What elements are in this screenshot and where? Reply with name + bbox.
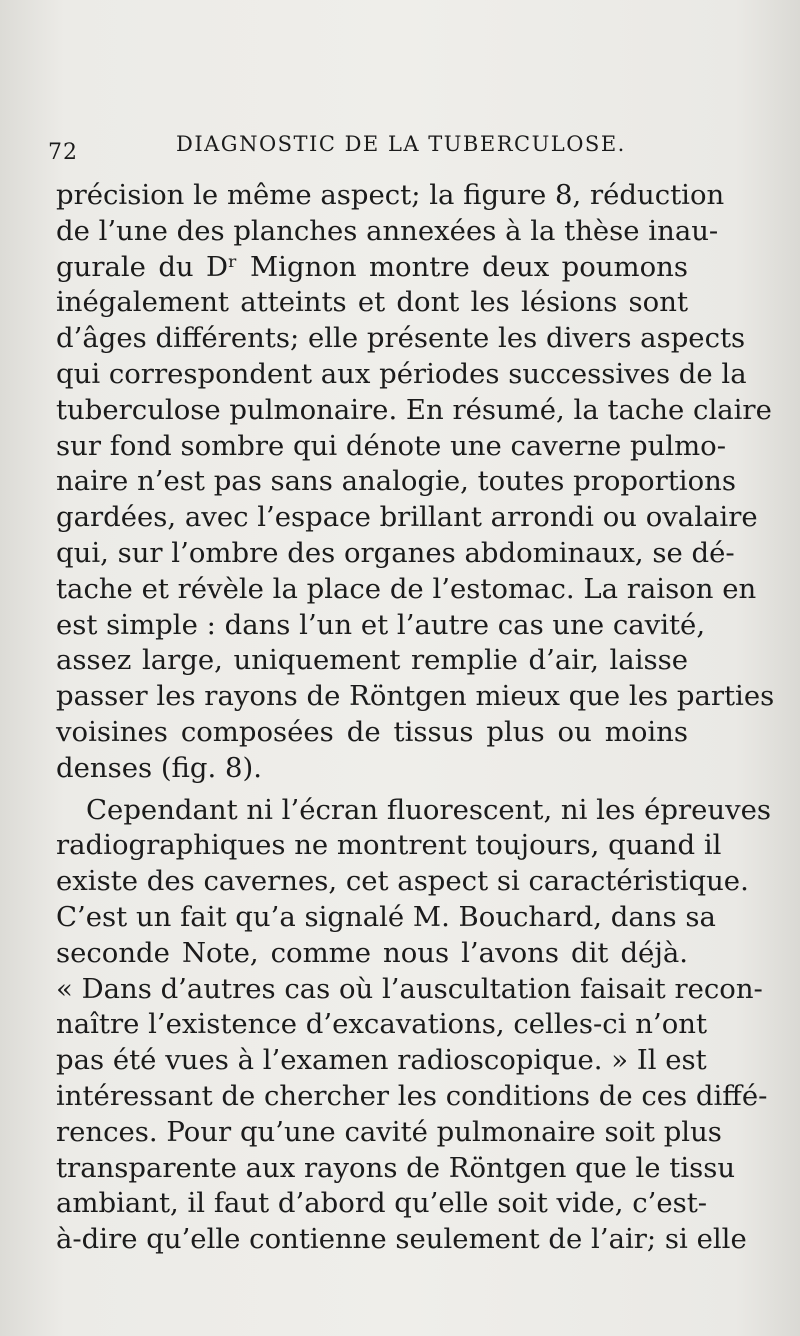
running-head: DIAGNOSTIC DE LA TUBERCULOSE. [176, 132, 626, 156]
text-line: intéressant de chercher les conditions de ces diffé- [56, 1079, 768, 1112]
text-line: inégalement atteints et dont les lésions sont [56, 286, 688, 319]
text-line: précision le même aspect; la figure 8, réduction [56, 179, 725, 211]
text-line: qui, sur l’ombre des organes abdominaux, se dé- [56, 536, 735, 569]
text-line: denses (fig. 8). [56, 751, 262, 784]
text-line: existe des cavernes, cet aspect si caractéristique. [56, 865, 749, 898]
text-line: pas été vues à l’examen radioscopique. » Il est [56, 1044, 707, 1077]
text-line: tache et révèle la place de l’estomac. La raison en [56, 572, 757, 605]
text-line: naître l’existence d’excavations, celles-ci n’ont [56, 1008, 708, 1041]
text-line: tuberculose pulmonaire. En résumé, la tache claire [56, 393, 772, 426]
text-line: « Dans d’autres cas où l’auscultation faisait recon- [56, 972, 763, 1005]
text-line: Cependant ni l’écran fluorescent, ni les épreuves [86, 793, 772, 826]
text-line: qui correspondent aux périodes successives de la [56, 357, 747, 390]
text-line: passer les rayons de Röntgen mieux que les parties [56, 680, 775, 713]
text-line: rences. Pour qu’une cavité pulmonaire soit plus [56, 1115, 722, 1148]
text-line: voisines composées de tissus plus ou moins [56, 715, 688, 748]
text-line: gurale du Dʳ Mignon montre deux poumons [56, 250, 688, 283]
text-line: transparente aux rayons de Röntgen que le tissu [56, 1151, 736, 1184]
page-header [48, 128, 748, 164]
text-line: radiographiques ne montrent toujours, quand il [56, 829, 722, 862]
body-text [56, 178, 775, 1258]
text-line: assez large, uniquement remplie d’air, laisse [56, 644, 688, 677]
paragraph [56, 793, 772, 1258]
text-line: d’âges différents; elle présente les divers aspects [56, 322, 746, 355]
text-line: seconde Note, comme nous l’avons dit déjà. [56, 936, 688, 969]
text-line: à-dire qu’elle contienne seulement de l’air; si elle [56, 1223, 747, 1256]
paragraph [56, 178, 775, 787]
text-line: C’est un fait qu’a signalé M. Bouchard, dans sa [56, 900, 716, 933]
page-number: 72 [48, 140, 78, 165]
text-line: ambiant, il faut d’abord qu’elle soit vide, c’est- [56, 1187, 708, 1220]
text-line: naire n’est pas sans analogie, toutes proportions [56, 465, 736, 498]
text-line: sur fond sombre qui dénote une caverne pulmo- [56, 429, 727, 462]
text-line: est simple : dans l’un et l’autre cas une cavité, [56, 608, 706, 641]
text-line: de l’une des planches annexées à la thèse inau- [56, 214, 719, 247]
text-line: gardées, avec l’espace brillant arrondi ou ovalaire [56, 501, 758, 534]
